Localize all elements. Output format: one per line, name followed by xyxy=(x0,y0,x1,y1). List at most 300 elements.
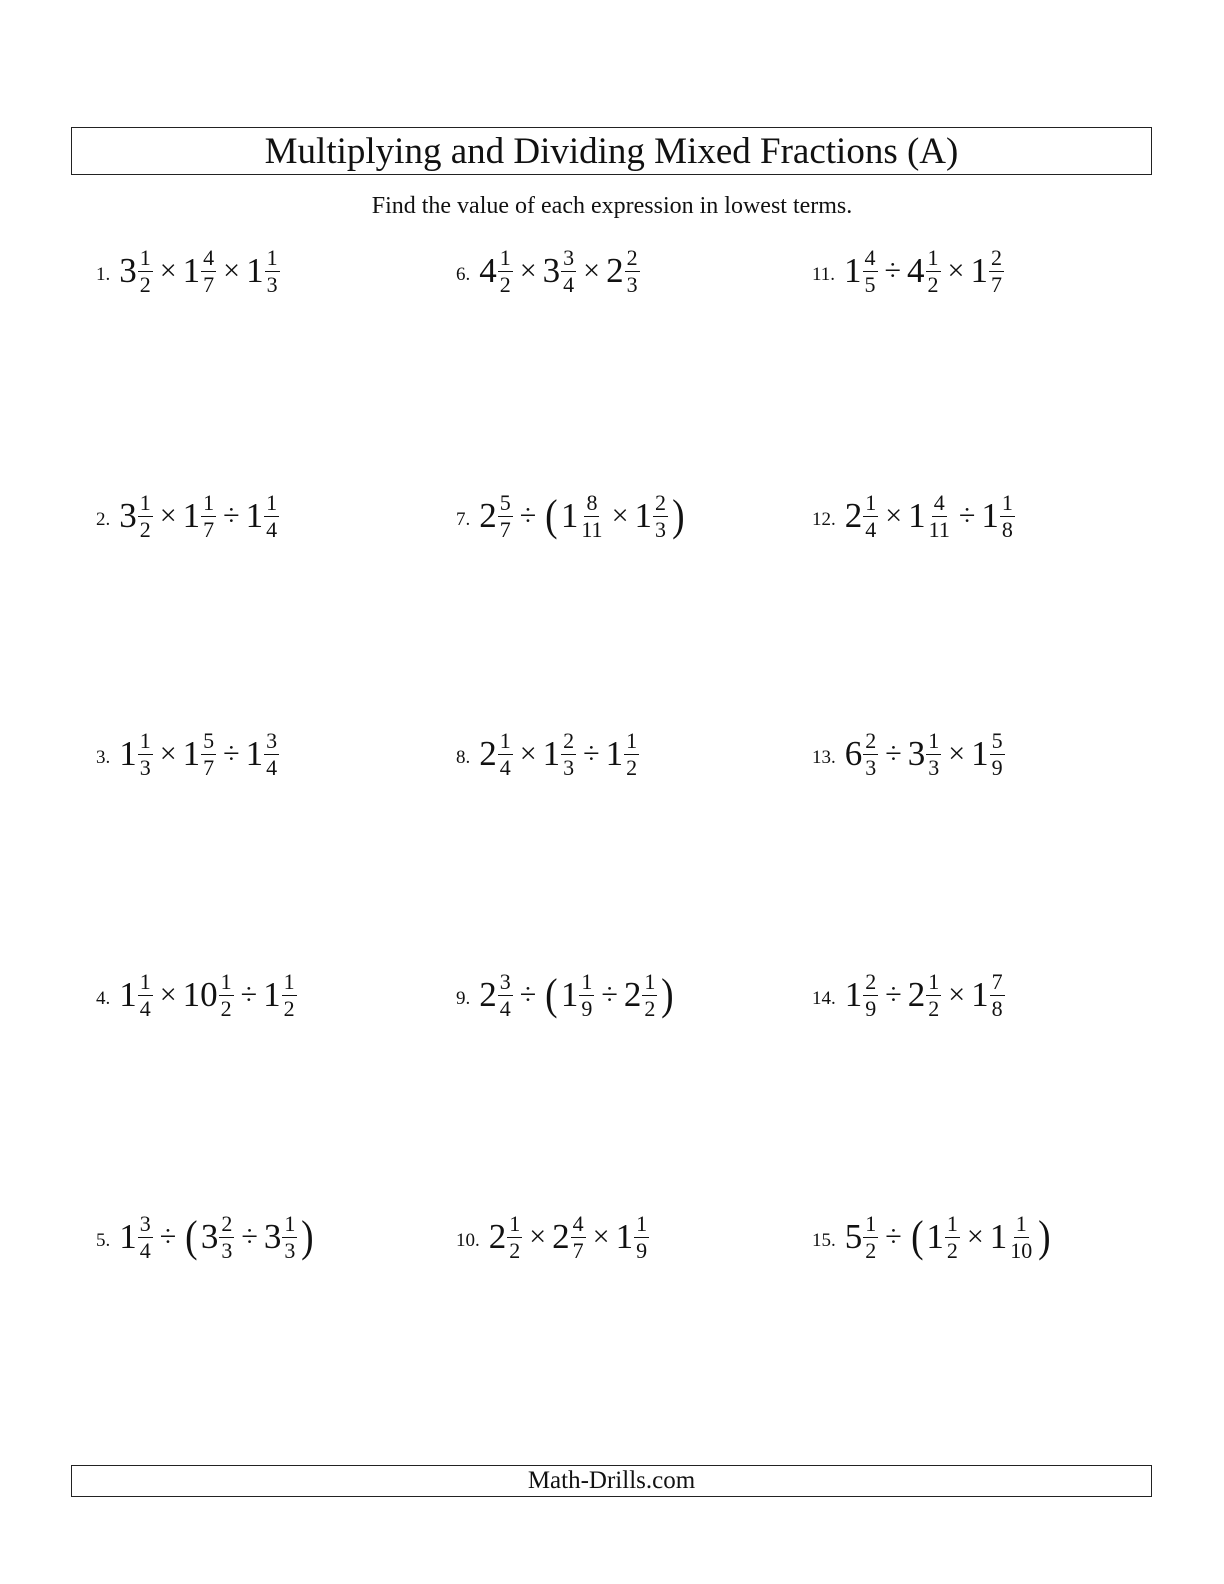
problem-item xyxy=(456,955,677,1035)
fraction xyxy=(264,489,279,542)
denominator: 2 xyxy=(499,271,511,297)
divide-symbol: ÷ xyxy=(583,737,600,770)
numerator: 1 xyxy=(499,244,511,270)
whole-part: 1 xyxy=(246,251,264,290)
numerator: 3 xyxy=(266,727,278,753)
divide-symbol: ÷ xyxy=(223,737,240,770)
fraction xyxy=(579,489,604,542)
whole-part: 3 xyxy=(263,1217,282,1256)
fraction xyxy=(634,1210,649,1263)
mixed-number xyxy=(542,244,578,297)
fraction xyxy=(265,244,280,297)
fraction xyxy=(201,489,216,542)
problem-expression xyxy=(119,727,280,780)
times-symbol: × xyxy=(519,737,537,770)
whole-part: 1 xyxy=(182,734,201,773)
fraction xyxy=(926,244,941,297)
problem-item xyxy=(812,1197,1054,1277)
mixed-number xyxy=(606,244,641,297)
problem-item xyxy=(812,955,1006,1035)
divide-symbol: ÷ xyxy=(884,254,902,287)
whole-part: 1 xyxy=(119,975,137,1014)
mixed-number xyxy=(844,489,880,542)
mixed-number xyxy=(560,489,606,542)
fraction xyxy=(624,727,639,780)
numerator: 1 xyxy=(644,968,656,994)
numerator: 2 xyxy=(221,1210,233,1236)
problem-item xyxy=(96,476,280,556)
right-paren: ) xyxy=(301,1212,314,1261)
left-paren: ( xyxy=(545,491,558,540)
mixed-number xyxy=(479,489,514,542)
whole-part: 1 xyxy=(844,975,863,1014)
numerator: 1 xyxy=(626,727,638,753)
mixed-number xyxy=(970,244,1005,297)
mixed-number xyxy=(246,244,281,297)
whole-part: 1 xyxy=(615,1217,634,1256)
fraction xyxy=(219,968,234,1021)
whole-part: 3 xyxy=(200,1217,219,1256)
divide-symbol: ÷ xyxy=(240,978,258,1011)
mixed-number xyxy=(182,489,218,542)
denominator: 7 xyxy=(203,271,215,297)
whole-part: 1 xyxy=(926,1217,944,1256)
problem-expression xyxy=(488,1210,650,1263)
fraction xyxy=(926,727,941,780)
fraction xyxy=(282,1210,297,1263)
denominator: 4 xyxy=(139,1237,151,1263)
numerator: 4 xyxy=(864,244,876,270)
numerator: 4 xyxy=(203,244,215,270)
problem-number: 14. xyxy=(812,988,836,1009)
fraction xyxy=(498,244,513,297)
denominator: 10 xyxy=(1010,1237,1033,1263)
fraction xyxy=(138,727,153,780)
mixed-number xyxy=(263,968,298,1021)
mixed-number xyxy=(844,244,879,297)
problem-item xyxy=(96,231,281,311)
denominator: 2 xyxy=(283,995,295,1021)
mixed-number xyxy=(989,1210,1036,1263)
numerator: 3 xyxy=(139,1210,151,1236)
whole-part: 1 xyxy=(542,734,561,773)
denominator: 7 xyxy=(203,516,215,542)
divide-symbol: ÷ xyxy=(223,499,240,532)
times-symbol: × xyxy=(159,499,177,532)
denominator: 4 xyxy=(499,995,511,1021)
times-symbol: × xyxy=(948,737,966,770)
divide-symbol: ÷ xyxy=(885,1220,902,1253)
numerator: 3 xyxy=(499,968,511,994)
whole-part: 2 xyxy=(623,975,642,1014)
problem-item xyxy=(96,955,298,1035)
fraction xyxy=(863,727,878,780)
fraction xyxy=(945,1210,960,1263)
times-symbol: × xyxy=(966,1220,984,1253)
whole-part: 3 xyxy=(542,251,561,290)
whole-part: 1 xyxy=(245,496,264,535)
problem-expression xyxy=(479,489,687,542)
mixed-number xyxy=(908,489,953,542)
whole-part: 6 xyxy=(844,734,863,773)
whole-part: 2 xyxy=(479,496,497,535)
whole-part: 1 xyxy=(245,734,264,773)
problem-expression xyxy=(119,244,280,297)
denominator: 7 xyxy=(990,271,1002,297)
denominator: 5 xyxy=(864,271,876,297)
whole-part: 1 xyxy=(908,496,926,535)
mixed-number xyxy=(119,1210,154,1263)
fraction xyxy=(863,489,878,542)
numerator: 1 xyxy=(865,1210,877,1236)
whole-part: 3 xyxy=(119,251,137,290)
mixed-number xyxy=(263,1210,299,1263)
numerator: 1 xyxy=(266,244,278,270)
fraction xyxy=(990,968,1005,1021)
fraction xyxy=(264,727,279,780)
fraction xyxy=(498,968,513,1021)
denominator: 3 xyxy=(654,516,666,542)
times-symbol: × xyxy=(159,978,177,1011)
numerator: 1 xyxy=(266,489,278,515)
fraction xyxy=(138,968,153,1021)
problem-number: 2. xyxy=(96,509,111,530)
numerator: 1 xyxy=(636,1210,648,1236)
mixed-number xyxy=(623,968,659,1021)
denominator: 3 xyxy=(865,754,877,780)
numerator: 1 xyxy=(203,489,215,515)
problem-expression xyxy=(844,489,1016,542)
denominator: 4 xyxy=(865,516,877,542)
mixed-number xyxy=(182,968,235,1021)
numerator: 1 xyxy=(139,968,151,994)
times-symbol: × xyxy=(223,254,241,287)
mixed-number xyxy=(119,727,154,780)
numerator: 4 xyxy=(572,1210,584,1236)
mixed-number xyxy=(182,727,218,780)
mixed-number xyxy=(907,244,942,297)
problem-number: 13. xyxy=(812,747,836,768)
right-paren: ) xyxy=(672,491,685,540)
whole-part: 1 xyxy=(119,734,137,773)
denominator: 7 xyxy=(572,1237,584,1263)
mixed-number xyxy=(119,244,154,297)
mixed-number xyxy=(844,1210,880,1263)
whole-part: 1 xyxy=(560,496,579,535)
problem-item xyxy=(456,1197,650,1277)
divide-symbol: ÷ xyxy=(885,737,902,770)
whole-part: 3 xyxy=(119,496,137,535)
numerator: 1 xyxy=(139,244,151,270)
right-paren: ) xyxy=(1038,1212,1051,1261)
denominator: 9 xyxy=(991,754,1003,780)
numerator: 1 xyxy=(1015,1210,1027,1236)
whole-part: 1 xyxy=(634,496,652,535)
problem-expression xyxy=(844,1210,1054,1263)
fraction xyxy=(863,1210,878,1263)
whole-part: 1 xyxy=(844,251,862,290)
denominator: 4 xyxy=(563,271,575,297)
numerator: 1 xyxy=(283,968,295,994)
problem-item xyxy=(456,231,641,311)
problem-number: 12. xyxy=(812,509,836,530)
numerator: 2 xyxy=(865,968,877,994)
whole-part: 2 xyxy=(552,1217,570,1256)
problem-item xyxy=(96,1197,317,1277)
whole-part: 2 xyxy=(606,251,624,290)
numerator: 8 xyxy=(586,489,598,515)
problem-number: 9. xyxy=(456,988,471,1009)
problem-number: 3. xyxy=(96,747,111,768)
problem-item xyxy=(456,476,688,556)
denominator: 2 xyxy=(928,995,940,1021)
denominator: 3 xyxy=(139,754,151,780)
problem-expression xyxy=(479,244,640,297)
problem-number: 7. xyxy=(456,509,471,530)
denominator: 9 xyxy=(636,1237,648,1263)
mixed-number xyxy=(552,1210,587,1263)
times-symbol: × xyxy=(948,978,966,1011)
problem-expression xyxy=(844,968,1006,1021)
fraction xyxy=(625,244,640,297)
problem-number: 4. xyxy=(96,988,111,1009)
mixed-number xyxy=(981,489,1016,542)
denominator: 4 xyxy=(266,754,278,780)
divide-symbol: ÷ xyxy=(958,499,976,532)
fraction xyxy=(571,1210,586,1263)
mixed-number xyxy=(560,968,596,1021)
fraction xyxy=(926,968,941,1021)
whole-part: 3 xyxy=(907,734,926,773)
denominator: 3 xyxy=(221,1237,233,1263)
whole-part: 2 xyxy=(479,734,497,773)
mixed-number xyxy=(971,727,1006,780)
times-symbol: × xyxy=(583,254,601,287)
numerator: 1 xyxy=(499,727,511,753)
problem-item xyxy=(812,231,1005,311)
problem-expression xyxy=(119,1210,317,1263)
whole-part: 1 xyxy=(970,251,988,290)
fraction xyxy=(863,244,878,297)
divide-symbol: ÷ xyxy=(519,499,537,532)
whole-part: 1 xyxy=(605,734,624,773)
footer: Math-Drills.com xyxy=(71,1465,1152,1497)
whole-part: 1 xyxy=(182,251,201,290)
mixed-number xyxy=(488,1210,524,1263)
mixed-number xyxy=(971,968,1006,1021)
numerator: 1 xyxy=(928,727,940,753)
denominator: 3 xyxy=(563,754,575,780)
numerator: 2 xyxy=(865,727,877,753)
page-title: Multiplying and Dividing Mixed Fractions (A) xyxy=(71,127,1152,175)
whole-part: 1 xyxy=(560,975,579,1014)
divide-symbol: ÷ xyxy=(519,978,537,1011)
whole-part: 2 xyxy=(907,975,926,1014)
denominator: 8 xyxy=(1001,516,1013,542)
numerator: 3 xyxy=(563,244,575,270)
mixed-number xyxy=(844,727,880,780)
mixed-number xyxy=(479,968,514,1021)
problem-expression xyxy=(479,968,677,1021)
problem-number: 15. xyxy=(812,1230,836,1251)
problem-item xyxy=(812,714,1006,794)
numerator: 1 xyxy=(927,244,939,270)
left-paren: ( xyxy=(185,1212,198,1261)
numerator: 2 xyxy=(626,244,638,270)
fraction xyxy=(282,968,297,1021)
mixed-number xyxy=(844,968,880,1021)
fraction xyxy=(653,489,668,542)
fraction xyxy=(561,727,576,780)
fraction xyxy=(989,244,1004,297)
whole-part: 1 xyxy=(119,1217,137,1256)
divide-symbol: ÷ xyxy=(159,1220,177,1253)
numerator: 1 xyxy=(865,489,877,515)
whole-part: 5 xyxy=(844,1217,863,1256)
times-symbol: × xyxy=(611,499,629,532)
whole-part: 2 xyxy=(488,1217,507,1256)
numerator: 1 xyxy=(1001,489,1013,515)
whole-part: 1 xyxy=(263,975,281,1014)
mixed-number xyxy=(615,1210,651,1263)
denominator: 2 xyxy=(139,271,151,297)
fraction xyxy=(507,1210,522,1263)
whole-part: 4 xyxy=(479,251,497,290)
fraction xyxy=(561,244,576,297)
mixed-number xyxy=(182,244,218,297)
problem-item xyxy=(456,714,640,794)
numerator: 1 xyxy=(284,1210,296,1236)
mixed-number xyxy=(907,727,943,780)
numerator: 5 xyxy=(991,727,1003,753)
divide-symbol: ÷ xyxy=(601,978,618,1011)
left-paren: ( xyxy=(910,1212,924,1261)
times-symbol: × xyxy=(159,254,177,287)
times-symbol: × xyxy=(885,499,903,532)
denominator: 3 xyxy=(284,1237,296,1263)
fraction xyxy=(219,1210,234,1263)
denominator: 2 xyxy=(139,516,151,542)
denominator: 8 xyxy=(991,995,1003,1021)
instructions: Find the value of each expression in lowest terms. xyxy=(371,193,853,219)
mixed-number xyxy=(479,727,514,780)
whole-part: 4 xyxy=(907,251,925,290)
denominator: 11 xyxy=(928,516,950,542)
mixed-number xyxy=(479,244,514,297)
denominator: 3 xyxy=(626,271,638,297)
denominator: 3 xyxy=(266,271,278,297)
problem-number: 10. xyxy=(456,1230,480,1251)
mixed-number xyxy=(245,489,281,542)
whole-part: 2 xyxy=(844,496,863,535)
denominator: 7 xyxy=(499,516,511,542)
times-symbol: × xyxy=(159,737,177,770)
numerator: 1 xyxy=(220,968,232,994)
denominator: 2 xyxy=(626,754,638,780)
fraction xyxy=(201,244,216,297)
fraction xyxy=(138,244,153,297)
mixed-number xyxy=(926,1210,961,1263)
denominator: 2 xyxy=(509,1237,521,1263)
fraction xyxy=(579,968,594,1021)
numerator: 2 xyxy=(563,727,575,753)
fraction xyxy=(642,968,657,1021)
mixed-number xyxy=(200,1210,236,1263)
numerator: 4 xyxy=(933,489,945,515)
numerator: 1 xyxy=(139,489,151,515)
problem-expression xyxy=(844,727,1006,780)
fraction xyxy=(138,489,153,542)
left-paren: ( xyxy=(545,970,558,1019)
times-symbol: × xyxy=(947,254,965,287)
problem-number: 11. xyxy=(812,264,836,285)
numerator: 5 xyxy=(203,727,215,753)
mixed-number xyxy=(605,727,641,780)
numerator: 7 xyxy=(991,968,1003,994)
times-symbol: × xyxy=(529,1220,547,1253)
fraction xyxy=(138,1210,153,1263)
denominator: 3 xyxy=(928,754,940,780)
whole-part: 2 xyxy=(479,975,497,1014)
problem-expression xyxy=(119,968,297,1021)
problem-item xyxy=(96,714,280,794)
denominator: 9 xyxy=(865,995,877,1021)
denominator: 2 xyxy=(865,1237,877,1263)
denominator: 2 xyxy=(220,995,232,1021)
whole-part: 1 xyxy=(981,496,999,535)
problem-number: 8. xyxy=(456,747,471,768)
divide-symbol: ÷ xyxy=(885,978,902,1011)
problem-number: 1. xyxy=(96,264,111,285)
problem-expression xyxy=(844,244,1005,297)
times-symbol: × xyxy=(519,254,537,287)
fraction xyxy=(990,727,1005,780)
numerator: 2 xyxy=(654,489,666,515)
mixed-number xyxy=(634,489,669,542)
problem-expression xyxy=(119,489,280,542)
numerator: 1 xyxy=(928,968,940,994)
numerator: 2 xyxy=(990,244,1002,270)
divide-symbol: ÷ xyxy=(241,1220,258,1253)
fraction xyxy=(498,489,513,542)
problem-number: 6. xyxy=(456,264,471,285)
denominator: 9 xyxy=(581,995,593,1021)
numerator: 1 xyxy=(946,1210,958,1236)
whole-part: 1 xyxy=(182,496,201,535)
problem-expression xyxy=(479,727,640,780)
denominator: 11 xyxy=(581,516,603,542)
mixed-number xyxy=(907,968,943,1021)
times-symbol: × xyxy=(592,1220,610,1253)
denominator: 4 xyxy=(139,995,151,1021)
fraction xyxy=(863,968,878,1021)
problem-number: 5. xyxy=(96,1230,111,1251)
mixed-number xyxy=(119,489,154,542)
numerator: 1 xyxy=(581,968,593,994)
denominator: 4 xyxy=(499,754,511,780)
fraction xyxy=(1000,489,1015,542)
mixed-number xyxy=(542,727,578,780)
denominator: 2 xyxy=(927,271,939,297)
whole-part: 1 xyxy=(971,734,989,773)
fraction xyxy=(1008,1210,1034,1263)
problem-item xyxy=(812,476,1016,556)
mixed-number xyxy=(245,727,281,780)
denominator: 4 xyxy=(266,516,278,542)
whole-part: 10 xyxy=(182,975,218,1014)
whole-part: 1 xyxy=(989,1217,1008,1256)
fraction xyxy=(927,489,952,542)
